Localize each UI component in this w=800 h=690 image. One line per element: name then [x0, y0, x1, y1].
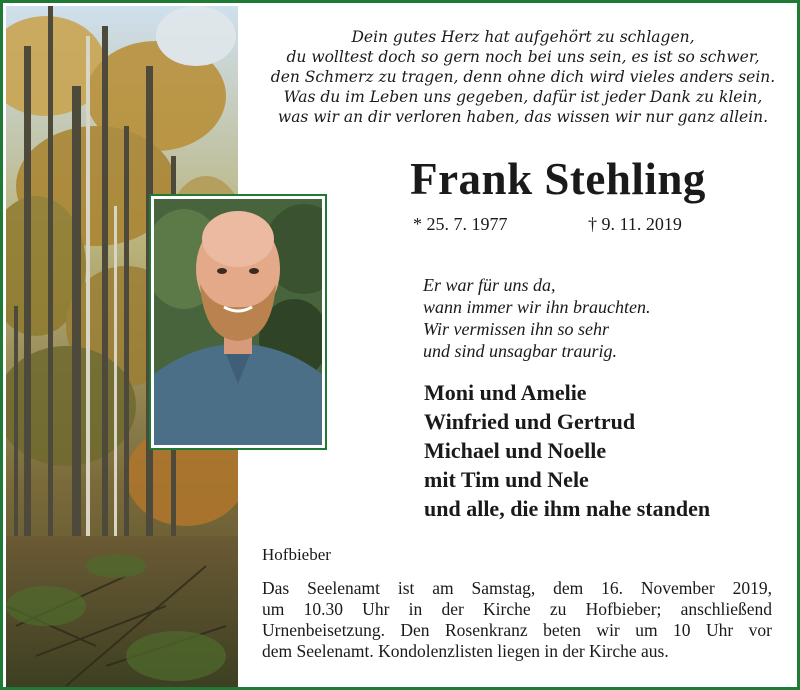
poem-line: was wir an dir verloren haben, das wissen wir nur ganz allein. — [277, 108, 769, 126]
verse-line: und sind unsagbar traurig. — [423, 341, 618, 361]
deceased-name: Frank Stehling — [410, 154, 706, 204]
verse-line: Wir vermissen ihn so sehr — [423, 319, 609, 339]
mourner-line: und alle, die ihm nahe standen — [424, 496, 711, 521]
verse-line: Er war für uns da, — [423, 275, 556, 295]
place-name: Hofbieber — [262, 545, 331, 564]
mourners-list — [424, 378, 710, 523]
mourner-line: Moni und Amelie — [424, 380, 587, 405]
mourner-line: Michael und Noelle — [424, 438, 607, 463]
verse — [423, 274, 651, 362]
service-notice — [262, 578, 772, 662]
poem-line: den Schmerz zu tragen, denn ohne dich wird vieles anders sein. — [270, 68, 776, 86]
notice-line: Urnenbeisetzung. Den Rosenkranz beten wir um 10 Uhr vor — [262, 620, 772, 640]
notice-line: um 10.30 Uhr in der Kirche zu Hofbieber; anschließend — [262, 599, 772, 619]
birth-date: * 25. 7. 1977 — [413, 214, 508, 234]
poem-line: du wolltest doch so gern noch bei uns sein, es ist so schwer, — [286, 48, 760, 66]
verse-line: wann immer wir ihn brauchten. — [423, 297, 651, 317]
notice-line: dem Seelenamt. Kondolenzlisten liegen in der Kirche aus. — [262, 641, 669, 661]
notice-line: Das Seelenamt ist am Samstag, dem 16. November 2019, — [262, 578, 772, 598]
poem-line: Dein gutes Herz hat aufgehört zu schlagen, — [351, 28, 695, 46]
mourner-line: Winfried und Gertrud — [424, 409, 636, 434]
death-date: † 9. 11. 2019 — [588, 214, 682, 234]
portrait-photo — [151, 196, 325, 448]
poem — [249, 27, 797, 127]
poem-line: Was du im Leben uns gegeben, dafür ist jeder Dank zu klein, — [283, 88, 763, 106]
mourner-line: mit Tim und Nele — [424, 467, 589, 492]
